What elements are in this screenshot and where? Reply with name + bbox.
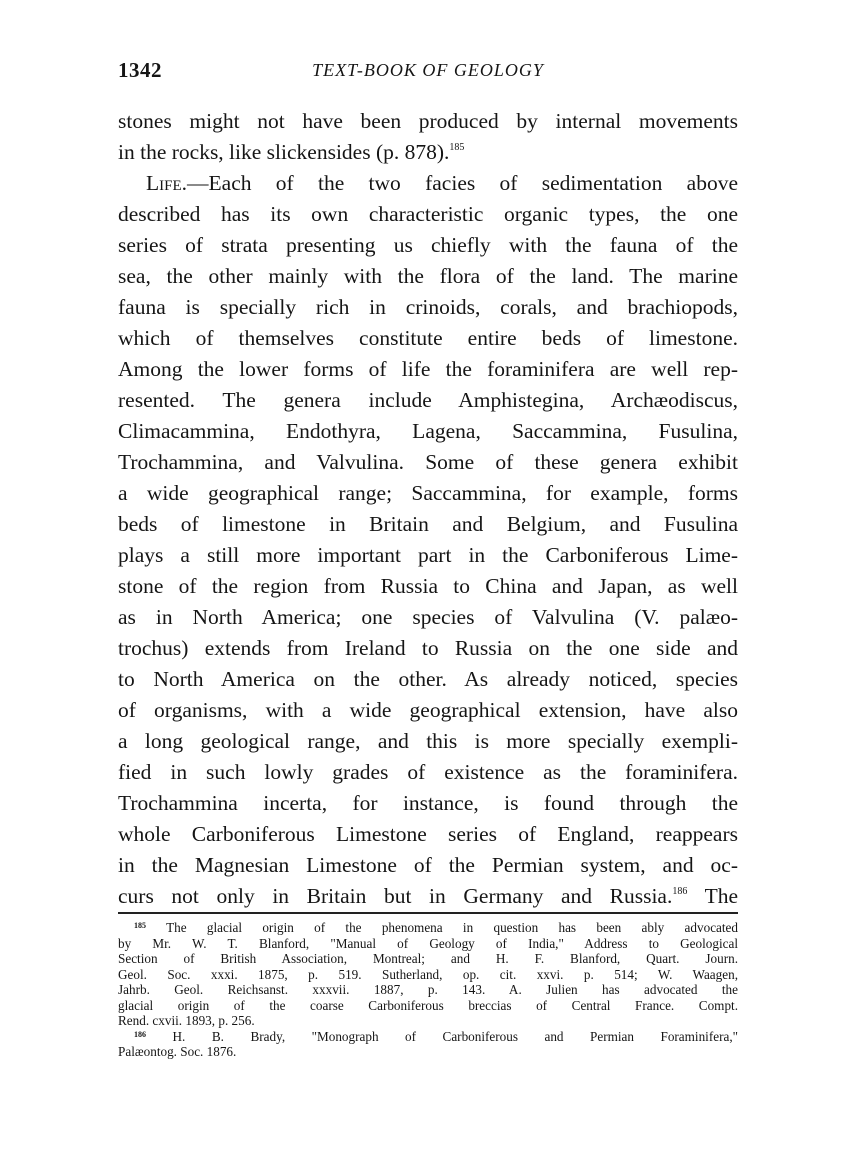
footnote-ref: 186 — [672, 886, 688, 897]
text-line: of organisms, with a wide geographical extension, have also — [118, 698, 738, 722]
text-line-content: —Each of the two facies of sedimentation above — [187, 171, 738, 195]
text-line: Among the lower forms of life the foraminifera are well rep- — [118, 357, 738, 381]
footnote-line: Section of British Association, Montreal; and H. F. Blanford, Quart. Journ. — [118, 951, 738, 966]
text-line: stone of the region from Russia to China and Japan, as well — [118, 574, 738, 598]
main-text — [118, 106, 738, 912]
footnote-divider — [118, 912, 738, 914]
text-line: trochus) extends from Ireland to Russia on the one side and — [118, 636, 738, 660]
running-title: TEXT-BOOK OF GEOLOGY — [312, 60, 544, 80]
footnotes — [118, 920, 738, 1060]
footnote-line — [118, 920, 738, 936]
text-line-content: in the rocks, like slickensides (p. 878). — [118, 140, 450, 164]
text-line: series of strata presenting us chiefly with the fauna of the — [118, 233, 738, 257]
footnote-line: Palæontog. Soc. 1876. — [118, 1044, 237, 1059]
footnote-line: Jahrb. Geol. Reichsanst. xxxvii. 1887, p. 143. A. Julien has advocated the — [118, 982, 738, 997]
footnote-number: 186 — [134, 1029, 146, 1039]
text-line: beds of limestone in Britain and Belgium, and Fusulina — [118, 512, 738, 536]
text-line: to North America on the other. As already noticed, species — [118, 667, 738, 691]
page-header — [118, 58, 738, 88]
text-line: described has its own characteristic organic types, the one — [118, 202, 738, 226]
footnote-text: H. B. Brady, "Monograph of Carboniferous and Permian Foraminifera," — [172, 1028, 739, 1044]
footnote-line: Rend. cxvii. 1893, p. 256. — [118, 1013, 255, 1028]
text-line: Trochammina, and Valvulina. Some of these genera exhibit — [118, 450, 738, 474]
footnote-number: 185 — [134, 921, 146, 930]
text-line: stones might not have been produced by internal movements — [118, 109, 738, 133]
text-line-content: The — [704, 884, 738, 908]
text-line: Trochammina incerta, for instance, is found through the — [118, 791, 738, 815]
section-heading-life: Life. — [146, 171, 188, 195]
text-line: fauna is specially rich in crinoids, corals, and brachiopods, — [118, 295, 738, 319]
text-line — [118, 881, 738, 912]
text-line: a wide geographical range; Saccammina, for example, forms — [118, 481, 738, 505]
text-line: as in North America; one species of Valvulina (V. palæo- — [118, 605, 738, 629]
footnote-line: Geol. Soc. xxxi. 1875, p. 519. Sutherland, op. cit. xxvi. p. 514; W. Waagen, — [118, 966, 738, 982]
text-line — [118, 168, 738, 199]
text-line: which of themselves constitute entire beds of limestone. — [118, 326, 738, 350]
text-line: whole Carboniferous Limestone series of England, reappears — [118, 822, 738, 846]
footnote-ref: 185 — [449, 142, 465, 153]
text-line: plays a still more important part in the Carboniferous Lime- — [118, 543, 738, 567]
text-line: Climacammina, Endothyra, Lagena, Saccammina, Fusulina, — [118, 419, 738, 443]
text-line: in the Magnesian Limestone of the Permian system, and oc- — [118, 853, 738, 877]
footnote-line: by Mr. W. T. Blanford, "Manual of Geology of India," Address to Geological — [118, 935, 738, 951]
text-line — [118, 137, 738, 168]
page-number: 1342 — [118, 58, 162, 82]
text-line-content: curs not only in Britain but in Germany and Russia. — [118, 884, 673, 908]
footnote-line — [118, 1029, 738, 1045]
text-line: a long geological range, and this is more specially exempli- — [118, 729, 738, 753]
text-line: sea, the other mainly with the flora of the land. The marine — [118, 264, 738, 288]
text-line: fied in such lowly grades of existence as the foraminifera. — [118, 760, 738, 784]
footnote-line: glacial origin of the coarse Carboniferous breccias of Central France. Compt. — [118, 997, 738, 1013]
text-line: resented. The genera include Amphistegina, Archæodiscus, — [118, 388, 738, 412]
footnote-text: The glacial origin of the phenomena in question has been ably advocated — [166, 920, 739, 935]
